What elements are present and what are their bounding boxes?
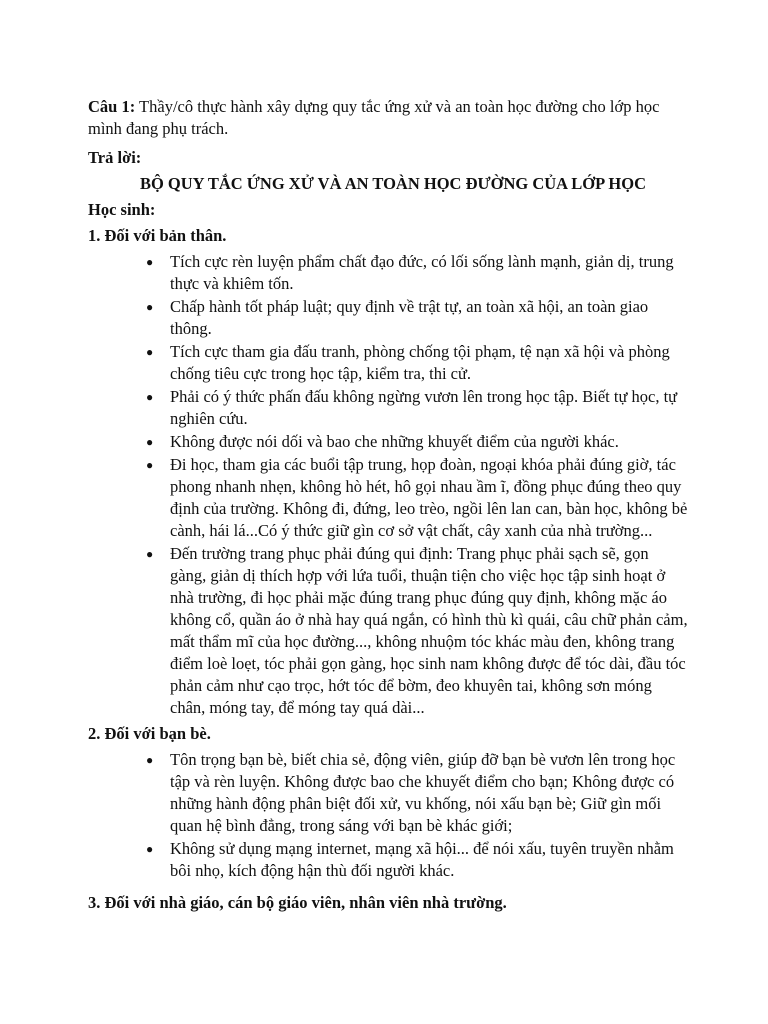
bullet-icon: ● xyxy=(146,255,154,269)
list-item-text: Đi học, tham gia các buổi tập trung, họp đoàn, ngoại khóa phải đúng giờ, tác phong nhanh nhẹn, không hò hét, hô gọi nhau ầm ĩ, đồng phục đúng theo quy định của trường. Không đi, đứng, leo trèo, ngồi lên lan can, bàn học, không bẻ cành, hái lá...Có ý thức giữ gìn cơ sở vật chất, cây xanh của nhà trường... xyxy=(170,455,688,540)
document-title: BỘ QUY TẮC ỨNG XỬ VÀ AN TOÀN HỌC ĐƯỜNG CỦA LỚP HỌC xyxy=(139,174,647,193)
answer-label: Trả lời: xyxy=(88,148,142,167)
section-list-friends xyxy=(88,749,688,882)
list-item-text: Đến trường trang phục phải đúng qui định: Trang phục phải sạch sẽ, gọn gàng, giản dị thích hợp với lứa tuổi, thuận tiện cho việc học tập sinh hoạt ở nhà trường, đi học phải mặc đúng trang phục đúng quy định, không mặc áo không cổ, quần áo ở nhà hay quá ngắn, có hình thù kì quái, câu chữ phản cảm, mất thẩm mĩ của học đường..., không nhuộm tóc khác màu đen, không trang điểm loè loẹt, tóc phải gọn gàng, học sinh nam không được để tóc dài, đầu tóc phản cảm như cạo trọc, hớt tóc để bờm, đeo khuyên tai, không sơn móng chân, móng tay, để móng tay quá dài... xyxy=(170,544,688,717)
list-item xyxy=(146,543,688,719)
list-item xyxy=(146,386,688,430)
list-item-text: Không sử dụng mạng internet, mạng xã hội... để nói xấu, tuyên truyền nhằm bôi nhọ, kích động hận thù đối người khác. xyxy=(170,839,674,880)
list-item-text: Tích cực rèn luyện phẩm chất đạo đức, có lối sống lành mạnh, giản dị, trung thực và khiêm tốn. xyxy=(170,252,674,293)
list-item xyxy=(146,454,688,542)
bullet-icon: ● xyxy=(146,547,154,561)
list-item-text: Không được nói dối và bao che những khuyết điểm của người khác. xyxy=(170,432,619,451)
list-item xyxy=(146,749,688,837)
section-heading-self: 1. Đối với bản thân. xyxy=(88,226,227,245)
section-heading-teachers: 3. Đối với nhà giáo, cán bộ giáo viên, nhân viên nhà trường. xyxy=(88,893,507,912)
list-item xyxy=(146,251,688,295)
list-item-text: Phải có ý thức phấn đấu không ngừng vươn lên trong học tập. Biết tự học, tự nghiên cứu. xyxy=(170,387,678,428)
question-label: Câu 1: xyxy=(88,97,136,116)
bullet-icon: ● xyxy=(146,300,154,314)
list-item xyxy=(146,838,688,882)
document-page xyxy=(88,96,688,918)
bullet-icon: ● xyxy=(146,435,154,449)
bullet-icon: ● xyxy=(146,390,154,404)
list-item-text: Chấp hành tốt pháp luật; quy định về trật tự, an toàn xã hội, an toàn giao thông. xyxy=(170,297,649,338)
bullet-icon: ● xyxy=(146,842,154,856)
list-item xyxy=(146,341,688,385)
list-item xyxy=(146,431,688,453)
question-paragraph xyxy=(88,96,688,140)
section-heading-friends: 2. Đối với bạn bè. xyxy=(88,724,211,743)
bullet-icon: ● xyxy=(146,458,154,472)
question-text: Thầy/cô thực hành xây dựng quy tắc ứng xử và an toàn học đường cho lớp học mình đang phụ trách. xyxy=(88,97,660,138)
list-item xyxy=(146,296,688,340)
list-item-text: Tôn trọng bạn bè, biết chia sẻ, động viên, giúp đỡ bạn bè vươn lên trong học tập và rèn luyện. Không được bao che khuyết điểm cho bạn; Không được có những hành động phân biệt đối xử, vu khống, nói xấu bạn bè; Giữ gìn mối quan hệ bình đẳng, trong sáng với bạn bè khác giới; xyxy=(170,750,676,835)
section-list-self xyxy=(88,251,688,719)
list-item-text: Tích cực tham gia đấu tranh, phòng chống tội phạm, tệ nạn xã hội và phòng chống tiêu cực trong học tập, kiểm tra, thi cử. xyxy=(170,342,670,383)
bullet-icon: ● xyxy=(146,345,154,359)
bullet-icon: ● xyxy=(146,753,154,767)
audience-heading: Học sinh: xyxy=(88,200,156,219)
